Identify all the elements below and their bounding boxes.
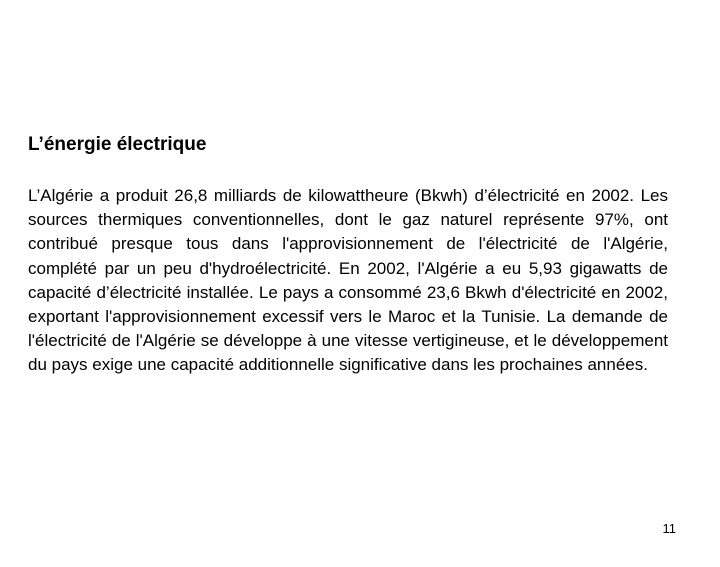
section-heading: L’énergie électrique (28, 134, 207, 155)
body-paragraph: L’Algérie a produit 26,8 milliards de kilowattheure (Bkwh) d’électricité en 2002. Les sources thermiques conventionnelles, dont le gaz naturel représente 97%, ont contribué presque tous dans l'approvisionnement de l'électricité de l'Algérie, complété par un peu d'hydroélectricité. En 2002, l'Algérie a eu 5,93 gigawatts de capacité d’électricité installée. Le pays a consommé 23,6 Bkwh d'électricité en 2002, exportant l'approvisionnement excessif vers le Maroc et la Tunisie. La demande de l'électricité de l'Algérie se développe à une vitesse vertigineuse, et le développement du pays exige une capacité additionnelle significative dans les prochaines années. (28, 186, 668, 375)
page-number: 11 (662, 521, 676, 536)
